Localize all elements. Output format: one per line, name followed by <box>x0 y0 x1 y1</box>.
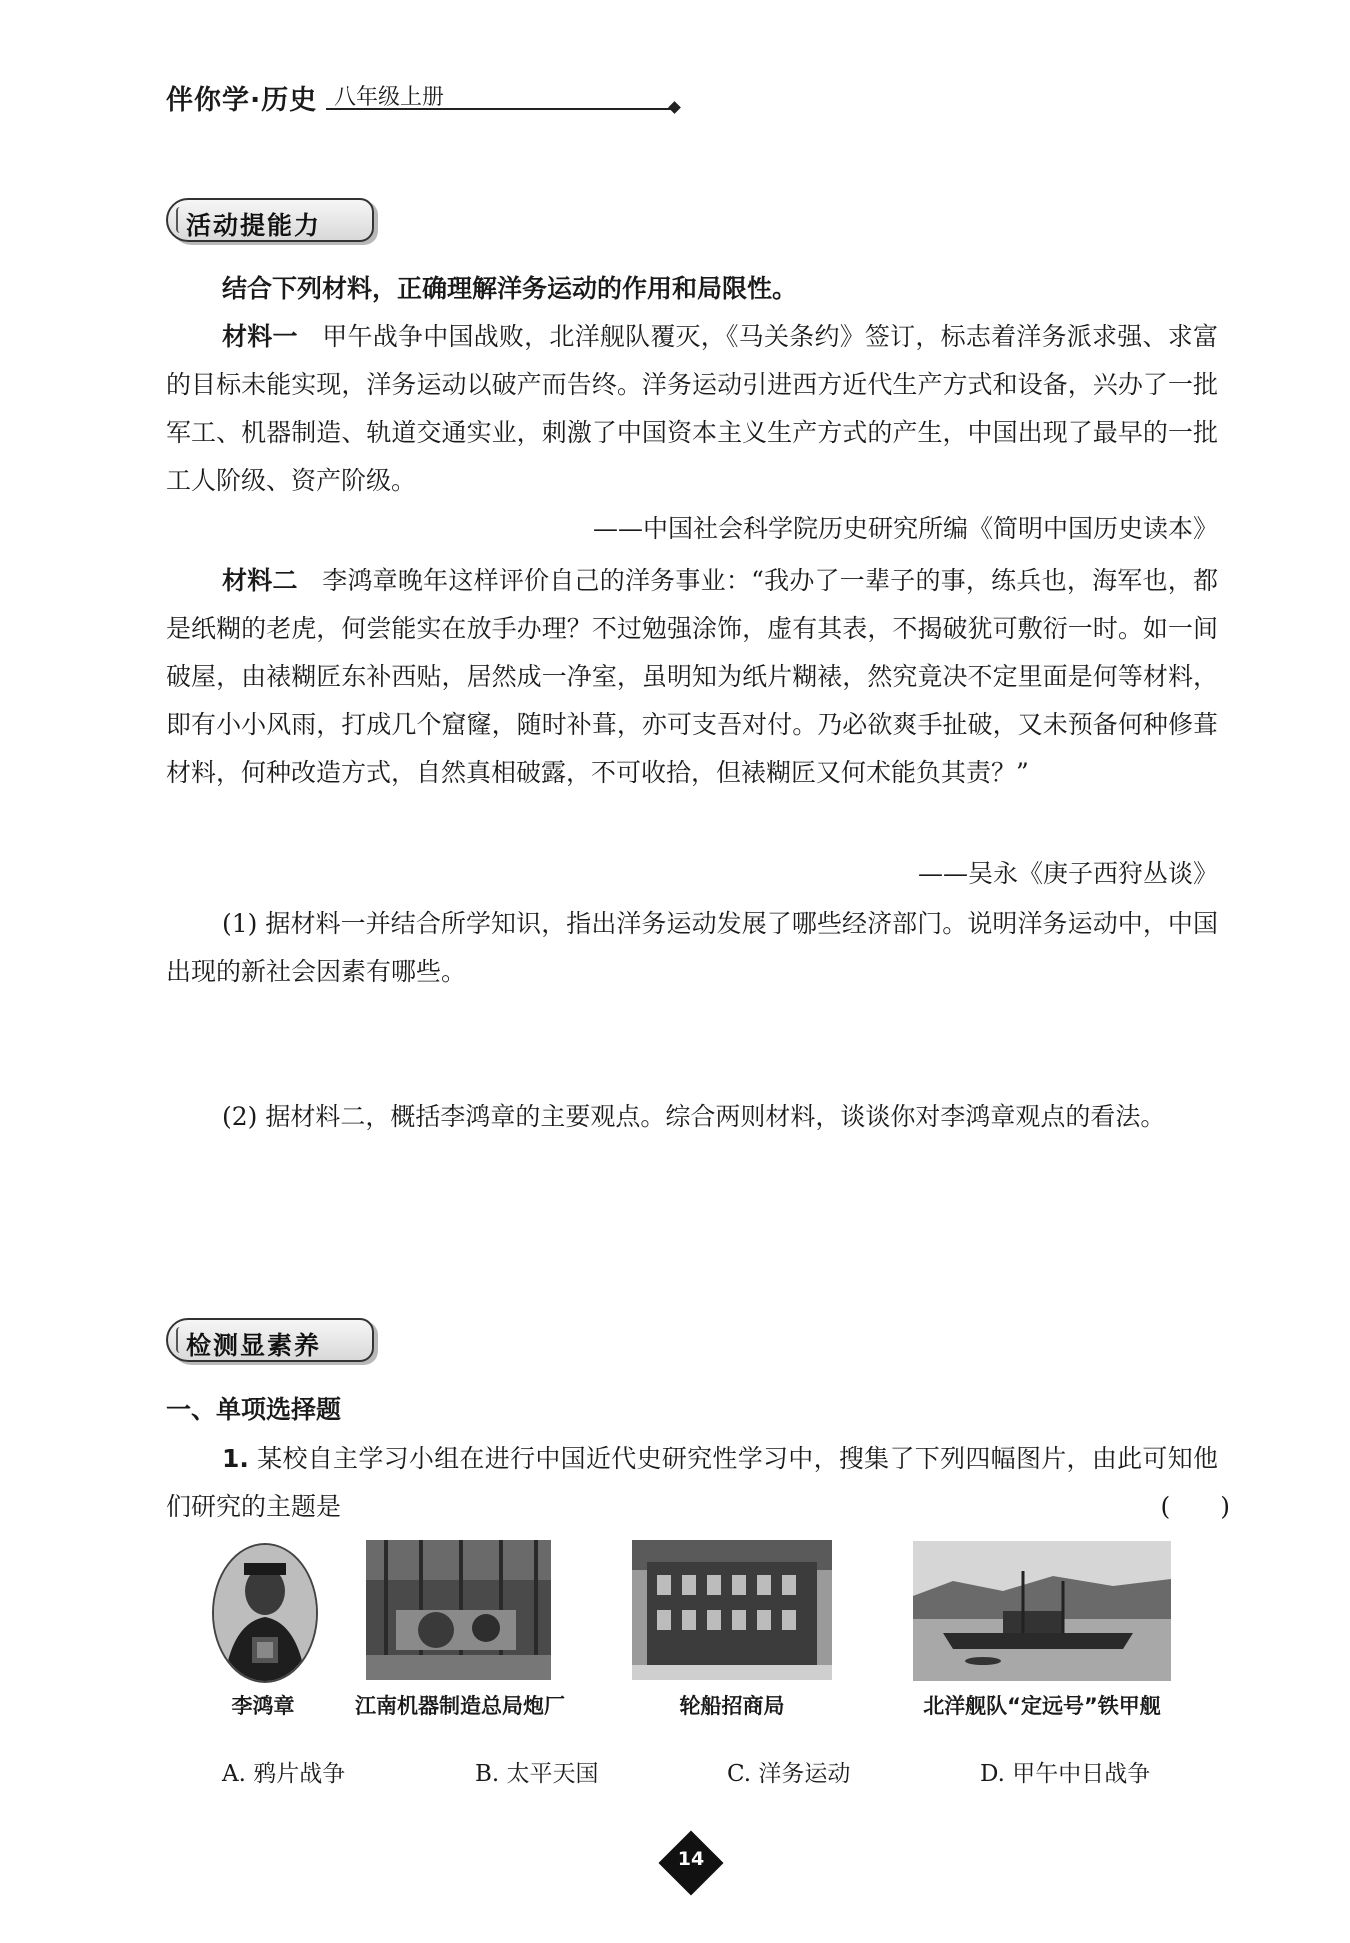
page-number: 14 <box>677 1848 705 1870</box>
section-badge-test <box>166 1318 374 1362</box>
book-grade: 八年级上册 <box>334 85 445 110</box>
material-one-label: 材料一 <box>222 322 298 351</box>
header-rule <box>326 108 671 110</box>
material-two <box>166 557 1218 797</box>
material-one-source: ——中国社会科学院历史研究所编《简明中国历史读本》 <box>592 514 1218 543</box>
question-number: 1. <box>222 1444 249 1473</box>
option-text: 太平天国 <box>506 1761 599 1787</box>
question-two: (2) 据材料二，概括李鸿章的主要观点。综合两则材料，谈谈你对李鸿章观点的看法。 <box>222 1102 1166 1131</box>
option-letter: C. <box>727 1761 752 1787</box>
mcq-question <box>166 1435 1218 1531</box>
portrait-photo <box>212 1543 318 1683</box>
section-intro: 结合下列材料，正确理解洋务运动的作用和局限性。 <box>222 274 798 303</box>
factory-photo <box>366 1540 551 1680</box>
factory-icon <box>366 1540 551 1680</box>
image-caption: 江南机器制造总局炮厂 <box>355 1694 565 1718</box>
option-d[interactable] <box>980 1755 1150 1788</box>
badge-cap <box>176 207 184 233</box>
option-text: 甲午中日战争 <box>1012 1761 1151 1787</box>
option-text: 洋务运动 <box>758 1761 851 1787</box>
battleship-icon <box>913 1541 1171 1681</box>
material-two-source: ——吴永《庚子西狩丛谈》 <box>917 859 1218 888</box>
image-caption: 李鸿章 <box>231 1694 295 1718</box>
battleship-photo <box>913 1541 1171 1681</box>
question-text: 某校自主学习小组在进行中国近代史研究性学习中，搜集了下列四幅图片，由此可知他们研究的主题是 <box>166 1444 1218 1521</box>
option-b[interactable] <box>475 1755 599 1788</box>
badge-cap <box>176 1327 184 1353</box>
material-one <box>166 313 1218 505</box>
image-caption: 北洋舰队“定远号”铁甲舰 <box>923 1694 1161 1718</box>
option-a[interactable] <box>222 1755 345 1788</box>
material-one-body: 甲午战争中国战败，北洋舰队覆灭，《马关条约》签订，标志着洋务派求强、求富的目标未能实现，洋务运动以破产而告终。洋务运动引进西方近代生产方式和设备，兴办了一批军工、机器制造、轨道交通实业，刺激了中国资本主义生产方式的产生，中国出现了最早的一批工人阶级、资产阶级。 <box>166 322 1218 495</box>
option-c[interactable] <box>727 1755 850 1788</box>
page-header <box>166 78 526 116</box>
image-caption: 轮船招商局 <box>679 1694 785 1718</box>
option-letter: D. <box>980 1761 1005 1787</box>
option-letter: A. <box>222 1761 246 1787</box>
header-diamond-icon <box>668 101 681 114</box>
option-letter: B. <box>475 1761 500 1787</box>
material-two-label: 材料二 <box>222 566 298 595</box>
building-photo <box>632 1540 832 1680</box>
option-text: 鸦片战争 <box>253 1761 346 1787</box>
building-icon <box>632 1540 832 1680</box>
portrait-icon <box>214 1545 316 1681</box>
question-one: (1) 据材料一并结合所学知识，指出洋务运动发展了哪些经济部门。说明洋务运动中，中国出现的新社会因素有哪些。 <box>166 909 1218 986</box>
book-brand: 伴你学·历史 <box>166 85 318 116</box>
answer-bracket[interactable]: ( ) <box>1160 1492 1230 1521</box>
section-badge-label: 检测显素养 <box>186 1331 322 1360</box>
section-badge-label: 活动提能力 <box>186 211 322 240</box>
section-badge-activity <box>166 198 374 242</box>
question-type-heading: 一、单项选择题 <box>166 1395 342 1424</box>
material-two-body: 李鸿章晚年这样评价自己的洋务事业：“我办了一辈子的事，练兵也，海军也，都是纸糊的老虎，何尝能实在放手办理？不过勉强涂饰，虚有其表，不揭破犹可敷衍一时。如一间破屋，由裱糊匠东补西贴，居然成一净室，虽明知为纸片糊裱，然究竟决不定里面是何等材料，即有小小风雨，打成几个窟窿，随时补葺，亦可支吾对付。乃必欲爽手扯破，又未预备何种修葺材料，何种改造方式，自然真相破露，不可收拾，但裱糊匠又何术能负其责？” <box>166 566 1218 787</box>
